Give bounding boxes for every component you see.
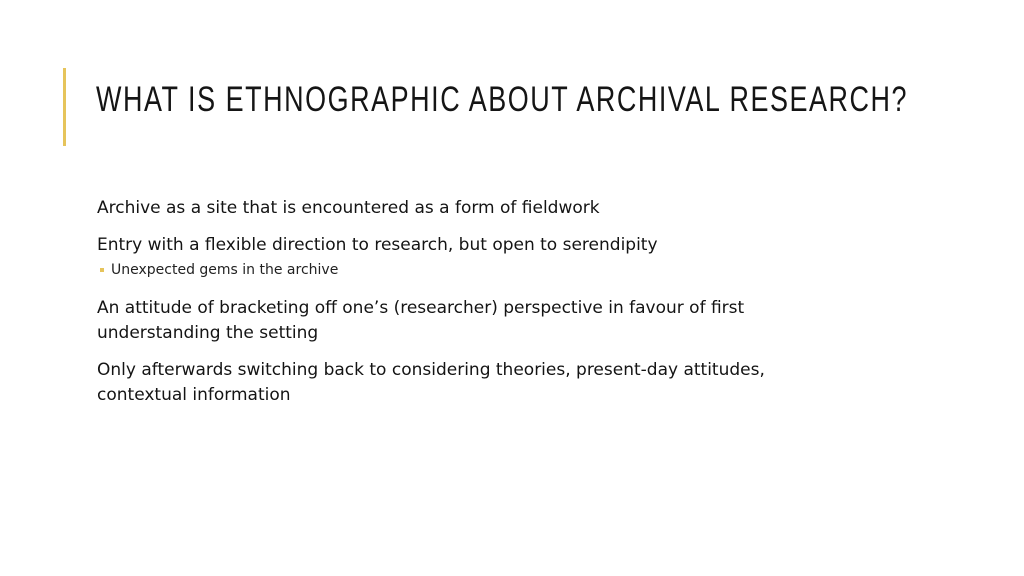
square-bullet-icon [100, 268, 104, 272]
bullet-switching-back: Only afterwards switching back to considering theories, present-day attitudes, contextual information [97, 360, 765, 405]
sub-bullet-label: Unexpected gems in the archive [111, 262, 339, 278]
title-accent-bar [63, 68, 66, 146]
bullet-archive-site: Archive as a site that is encountered as a form of fieldwork [97, 198, 600, 218]
bullet-bracketing-perspective: An attitude of bracketing off one’s (researcher) perspective in favour of first understanding the setting [97, 298, 745, 343]
bullet-flexible-direction: Entry with a flexible direction to research, but open to serendipity [97, 235, 658, 255]
sub-bullet-unexpected-gems [97, 260, 857, 280]
slide-content [97, 196, 857, 420]
slide-title: WHAT IS ETHNOGRAPHIC ABOUT ARCHIVAL RESEARCH? [96, 80, 909, 119]
